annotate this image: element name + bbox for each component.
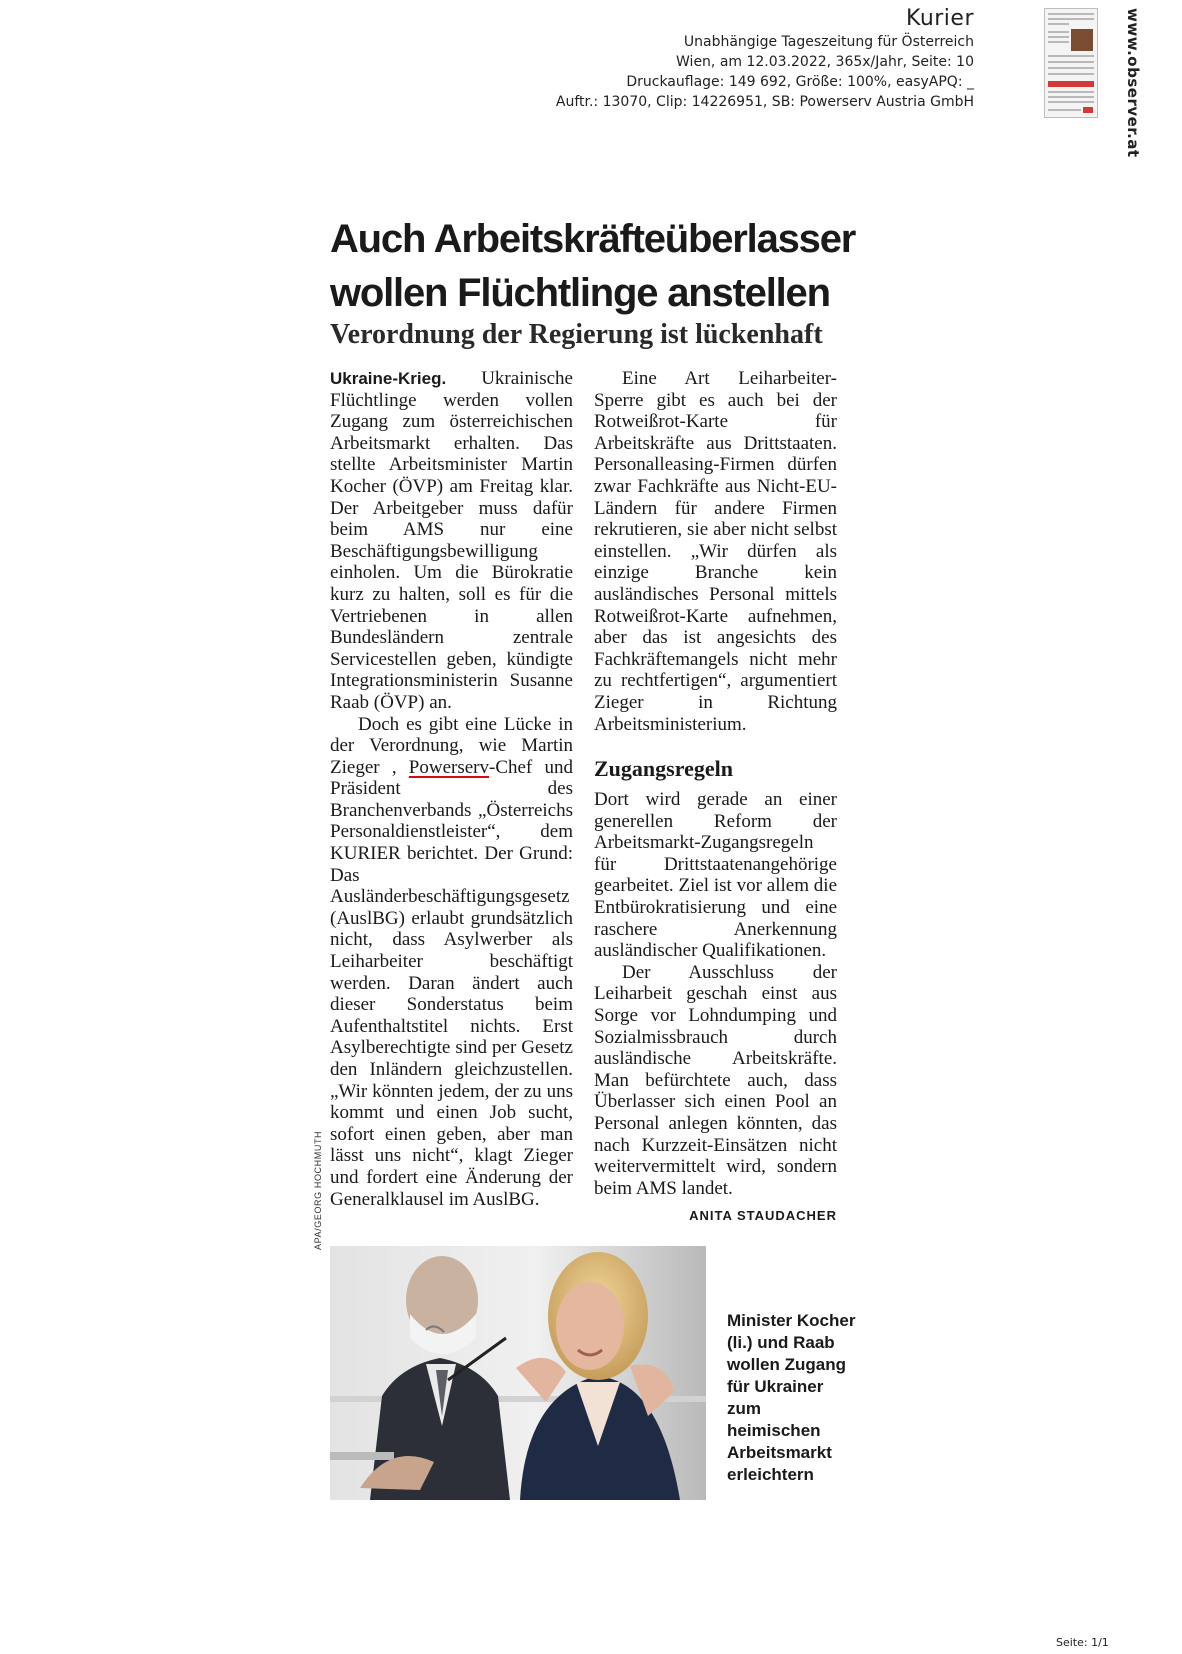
photo-credit: APA/GEORG HOCHMUTH <box>313 1130 323 1250</box>
author-byline: ANITA STAUDACHER <box>689 1208 837 1224</box>
observer-url: www.observer.at <box>1124 8 1142 158</box>
circulation-line: Druckauflage: 149 692, Größe: 100%, easyAPQ: _ <box>626 74 974 90</box>
article-photo <box>330 1246 706 1500</box>
paragraph-2-start: Doch es gibt eine Lücke in der Verordnung, wie Martin Zieger , <box>330 713 573 778</box>
issue-line: Wien, am 12.03.2022, 365x/Jahr, Seite: 10 <box>676 54 974 70</box>
headline-line-2: wollen Flüchtlinge anstellen <box>330 271 830 315</box>
paragraph-4: Dort wird gerade an einer generellen Reform der Arbeitsmarkt-Zugangsregeln für Drittstaatenangehörige gearbeitet. Ziel ist vor allem die Entbürokratisierung und eine raschere Anerkennung ausländischer Qualifikationen. <box>594 789 837 962</box>
article-column-1 <box>330 368 573 1210</box>
page-counter: Seite: 1/1 <box>1056 1636 1109 1649</box>
page-thumbnail <box>1044 8 1098 118</box>
paragraph-1-text: Ukrainische Flüchtlinge werden vollen Zugang zum österreichischen Arbeitsmarkt erhalten. Das stellte Arbeitsminister Martin Kocher (ÖVP) am Freitag klar. Der Arbeitgeber muss dafür beim AMS nur eine Beschäftigungsbewilligung einholen. Um die Bürokratie kurz zu halten, soll es für die Vertriebenen in allen Bundesländern zentrale Servicestellen geben, kündigte Integrationsministerin Susanne Raab (ÖVP) an. <box>330 368 573 713</box>
crosshead: Zugangsregeln <box>594 756 733 782</box>
photo-caption: Minister Kocher (li.) und Raab wollen Zugang für Ukrainer zum heimischen Arbeitsmarkt erleichtern <box>727 1311 856 1484</box>
article-column-2 <box>594 368 837 1227</box>
publication-name: Kurier <box>905 6 974 31</box>
order-line: Auftr.: 13070, Clip: 14226951, SB: Powerserv Austria GmbH <box>555 94 974 110</box>
paragraph-1 <box>330 368 573 714</box>
article-subheadline: Verordnung der Regierung ist lückenhaft <box>330 319 823 350</box>
clipping-header <box>556 6 974 112</box>
paragraph-2 <box>330 714 573 1211</box>
paragraph-3: Eine Art Leiharbeiter-Sperre gibt es auch bei der Rotweißrot-Karte für Arbeitskräfte aus Drittstaaten. Personalleasing-Firmen dürfen zwar Fachkräfte aus Nicht-EU-Ländern für andere Firmen rekrutieren, sie aber nicht selbst einstellen. „Wir dürfen als einzige Branche kein ausländisches Personal mittels Rotweißrot-Karte aufnehmen, aber das ist angesichts des Fachkräftemangels nicht mehr zu rechtfertigen“, argumentiert Zieger in Richtung Arbeitsministerium. <box>594 368 837 735</box>
article-headline <box>330 212 855 320</box>
headline-line-1: Auch Arbeitskräfteüberlasser <box>330 217 856 261</box>
highlighted-company: Powerserv <box>408 756 489 778</box>
paragraph-5: Der Ausschluss der Leiharbeit geschah einst aus Sorge vor Lohndumping und Sozialmissbrauch durch ausländische Arbeitskräfte. Man befürchtete auch, dass Überlasser sich einen Pool an Personal anlegen könnten, das nach Kurzzeit-Einsätzen nicht weitervermittelt wird, sondern beim AMS landet. <box>594 961 837 1199</box>
publication-tagline: Unabhängige Tageszeitung für Österreich <box>683 34 974 50</box>
lead-label: Ukraine-Krieg. <box>330 369 447 388</box>
paragraph-2-rest: -Chef und Präsident des Branchenverbands „Österreichs Personaldienstleister“, dem KURIER berichtet. Der Grund: Das Ausländerbeschäftigungsgesetz (AuslBG) erlaubt grundsätzlich nicht, dass Asylwerber als Leiharbeiter beschäftigt werden. Daran ändert auch dieser Sonderstatus beim Aufenthaltstitel nichts. Erst Asylberechtigte sind per Gesetz den Inländern gleichzustellen. „Wir könnten jedem, der zu uns kommt und einen Job sucht, sofort einen geben, aber man lässt uns nicht“, klagt Zieger und fordert eine Änderung der Generalklausel im AuslBG. <box>330 756 573 1210</box>
